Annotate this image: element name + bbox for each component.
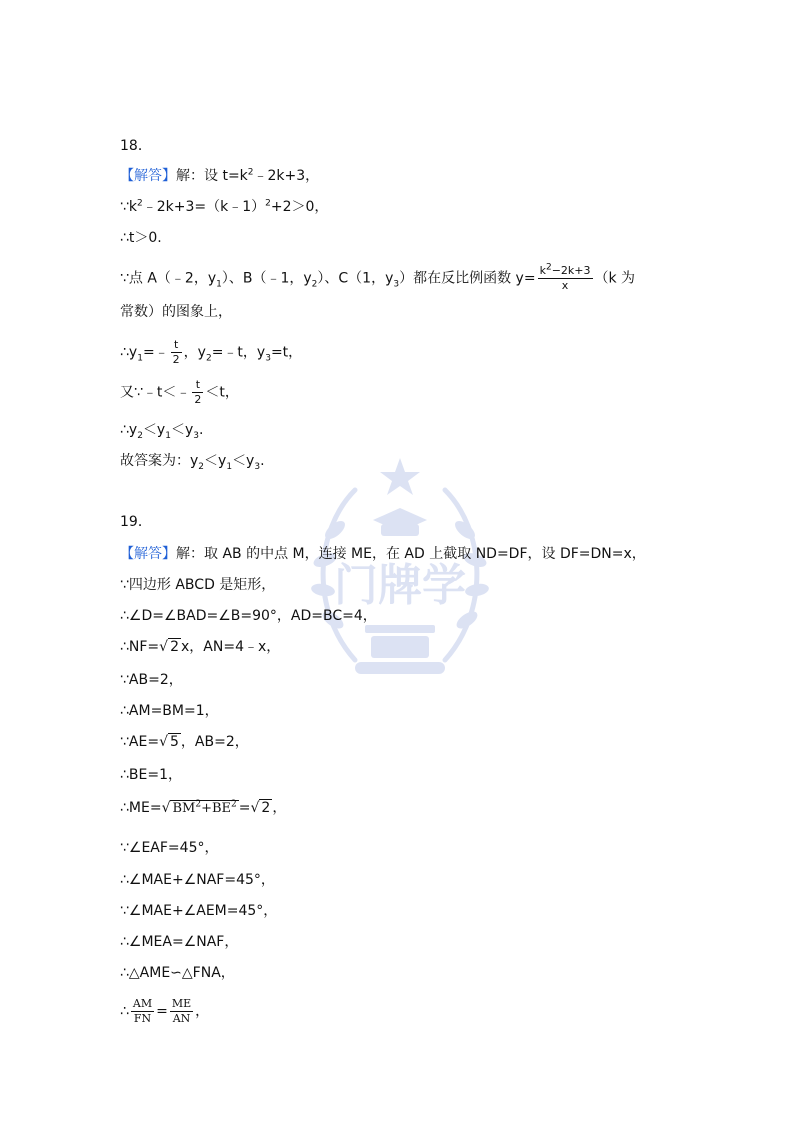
q19-number: 19． — [120, 514, 152, 530]
q19-line-5: ∵AB=2， — [120, 672, 183, 688]
fraction: $\frac{t}{2}$ — [194, 378, 202, 406]
q18-line-9: 故答案为：$y_2<y_1<y_3$. — [120, 453, 265, 472]
q18-line-8: $\therefore y_2<y_1<y_3$. — [120, 422, 204, 441]
q19-line-13: ∴∠MEA=∠NAF， — [120, 934, 239, 950]
q19-line-11: ∴∠MAE+∠NAF=45°， — [120, 872, 275, 888]
q19-line-9: ∴ME=√ $BM^2+BE^2$ =√ 2 ， — [120, 799, 287, 816]
sqrt: √ $BM^2+BE^2$ — [161, 799, 237, 816]
q19-line-15: ∴ $\frac{AM}{FN}$ = $\frac{ME}{AN}$ ， — [120, 997, 210, 1025]
svg-text:门牌学: 门牌学 — [334, 560, 466, 611]
q18-line-3: ∴t＞0. — [120, 230, 162, 246]
fraction: $\frac{AM}{FN}$ — [132, 997, 153, 1025]
q19-line-4: ∴NF=√ 2 x，AN=4﹣x， — [120, 639, 281, 655]
q19-line-6: ∴AM=BM=1， — [120, 703, 219, 719]
watermark-logo — [285, 450, 515, 690]
fraction: $\frac{k^2-2k+3}{x}$ — [539, 262, 591, 292]
q19-line-8: ∴BE=1， — [120, 767, 182, 783]
q19-line-7: ∵AE=√ 5 ，AB=2， — [120, 734, 249, 750]
q19-line-10: ∵∠EAF=45°， — [120, 840, 219, 856]
q18-line-6: $\therefore y_1=﹣$ $\frac{t}{2}$ ，$y_2=﹣t$，$y_3=t$， — [120, 338, 303, 366]
q19-line-14: ∴△AME∽△FNA， — [120, 965, 235, 981]
q18-number: 18． — [120, 138, 152, 154]
fraction: $\frac{t}{2}$ — [172, 338, 180, 366]
q18-line-1: 【解答】解：设 $t=k^2﹣2k+3$， — [120, 167, 320, 184]
q18-line-2: $\because k^2﹣2k+3=(k﹣1)^2+2>0$， — [120, 198, 329, 215]
sqrt: √ 2 — [250, 800, 271, 816]
answer-tag: 【解答】 — [120, 546, 176, 562]
fraction: $\frac{ME}{AN}$ — [171, 997, 192, 1025]
q19-line-12: ∵∠MAE+∠AEM=45°， — [120, 903, 278, 919]
q19-line-3: ∴∠D=∠BAD=∠B=90°，AD=BC=4， — [120, 608, 377, 624]
q18-line-7: 又∵﹣t＜﹣ $\frac{t}{2}$ ＜t， — [120, 378, 239, 406]
sqrt: √ 2 — [159, 639, 180, 655]
answer-tag: 【解答】 — [120, 168, 176, 184]
q18-line-5: 常数）的图象上， — [120, 304, 232, 320]
q18-line-4: ∵点 A（﹣2，$y_1$）、B（﹣1，$y_2$）、C（1，$y_3$）都在反比例函数 y= $\frac{k^2-2k+3}{x}$ （k 为 — [120, 262, 636, 292]
q19-line-1: 【解答】解：取 AB 的中点 M，连接 ME，在 AD 上截取 ND=DF，设 DF=DN=x， — [120, 546, 646, 562]
q19-line-2: ∵四边形 ABCD 是矩形， — [120, 577, 276, 593]
sqrt: √ 5 — [159, 734, 179, 750]
